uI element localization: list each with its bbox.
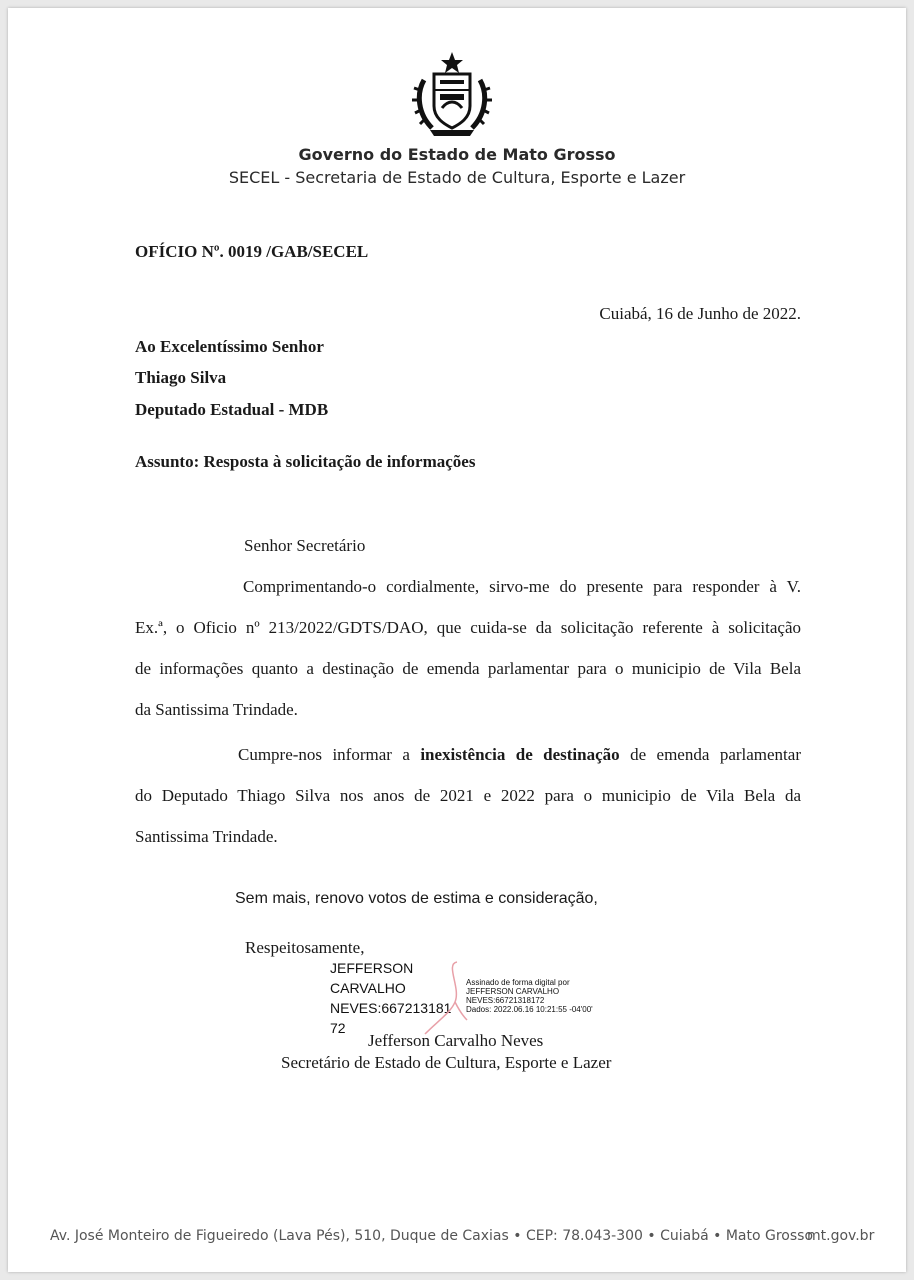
oficio-number: OFÍCIO Nº. 0019 /GAB/SECEL — [135, 242, 369, 261]
signature-info-block — [466, 978, 593, 1014]
recipient-name: Thiago Silva — [135, 368, 227, 387]
footer-address: Av. José Monteiro de Figueiredo (Lava Pés), 510, Duque de Caxias • CEP: 78.043-300 • Cuiabá • Mato Grosso — [50, 1228, 814, 1244]
secretariat-subtitle: SECEL - Secretaria de Estado de Cultura, Esporte e Lazer — [228, 168, 686, 187]
salutation: Senhor Secretário — [244, 536, 366, 555]
recipient-line-1: Ao Excelentíssimo Senhor — [135, 337, 324, 356]
signature-name-line: 72 — [330, 1020, 346, 1036]
signer-role: Secretário de Estado de Cultura, Esporte e Lazer — [281, 1053, 612, 1072]
paragraph-1-line: de informações quanto a destinação de emenda parlamentar para o municipio de Vila Bela — [135, 659, 801, 678]
signature-name-line: NEVES:667213181 — [330, 1000, 452, 1016]
paragraph-1-line: Comprimentando-o cordialmente, sirvo-me do presente para responder à V. — [243, 577, 801, 596]
paragraph-1-line: Ex.ª, o Oficio nº 213/2022/GDTS/DAO, que cuida-se da solicitação referente à solicitação — [135, 618, 801, 637]
regards-line: Respeitosamente, — [245, 938, 365, 957]
footer-website: mt.gov.br — [807, 1228, 875, 1244]
document-date: Cuiabá, 16 de Junho de 2022. — [599, 304, 801, 323]
signature-info-line: NEVES:66721318172 — [466, 996, 545, 1005]
paragraph-2-emphasis: inexistência de destinação — [420, 745, 620, 764]
closing-line: Sem mais, renovo votos de estima e consideração, — [235, 890, 598, 907]
paragraph-2 — [135, 745, 801, 868]
signature-name-line: CARVALHO — [330, 980, 406, 996]
paragraph-1-line: da Santissima Trindade. — [135, 700, 298, 719]
paragraph-2-line: do Deputado Thiago Silva nos anos de 2021 e 2022 para o municipio de Vila Bela da — [135, 786, 801, 805]
paragraph-2-line: Santissima Trindade. — [135, 827, 278, 846]
signer-name: Jefferson Carvalho Neves — [368, 1031, 544, 1050]
government-title: Governo do Estado de Mato Grosso — [298, 145, 616, 164]
paragraph-2-text: de emenda parlamentar — [619, 745, 801, 764]
paragraph-2-line — [135, 745, 801, 786]
subject-line: Assunto: Resposta à solicitação de informações — [135, 452, 476, 471]
coat-of-arms-icon — [410, 50, 494, 138]
signature-info-line: JEFFERSON CARVALHO — [466, 987, 560, 996]
signature-name-line: JEFFERSON — [330, 960, 414, 976]
signature-info-line: Assinado de forma digital por — [466, 978, 570, 987]
paragraph-2-text: Cumpre-nos informar a — [238, 745, 421, 764]
recipient-title: Deputado Estadual - MDB — [135, 400, 329, 419]
signature-info-line: Dados: 2022.06.16 10:21:55 -04'00' — [466, 1005, 593, 1014]
paragraph-1 — [135, 577, 801, 741]
